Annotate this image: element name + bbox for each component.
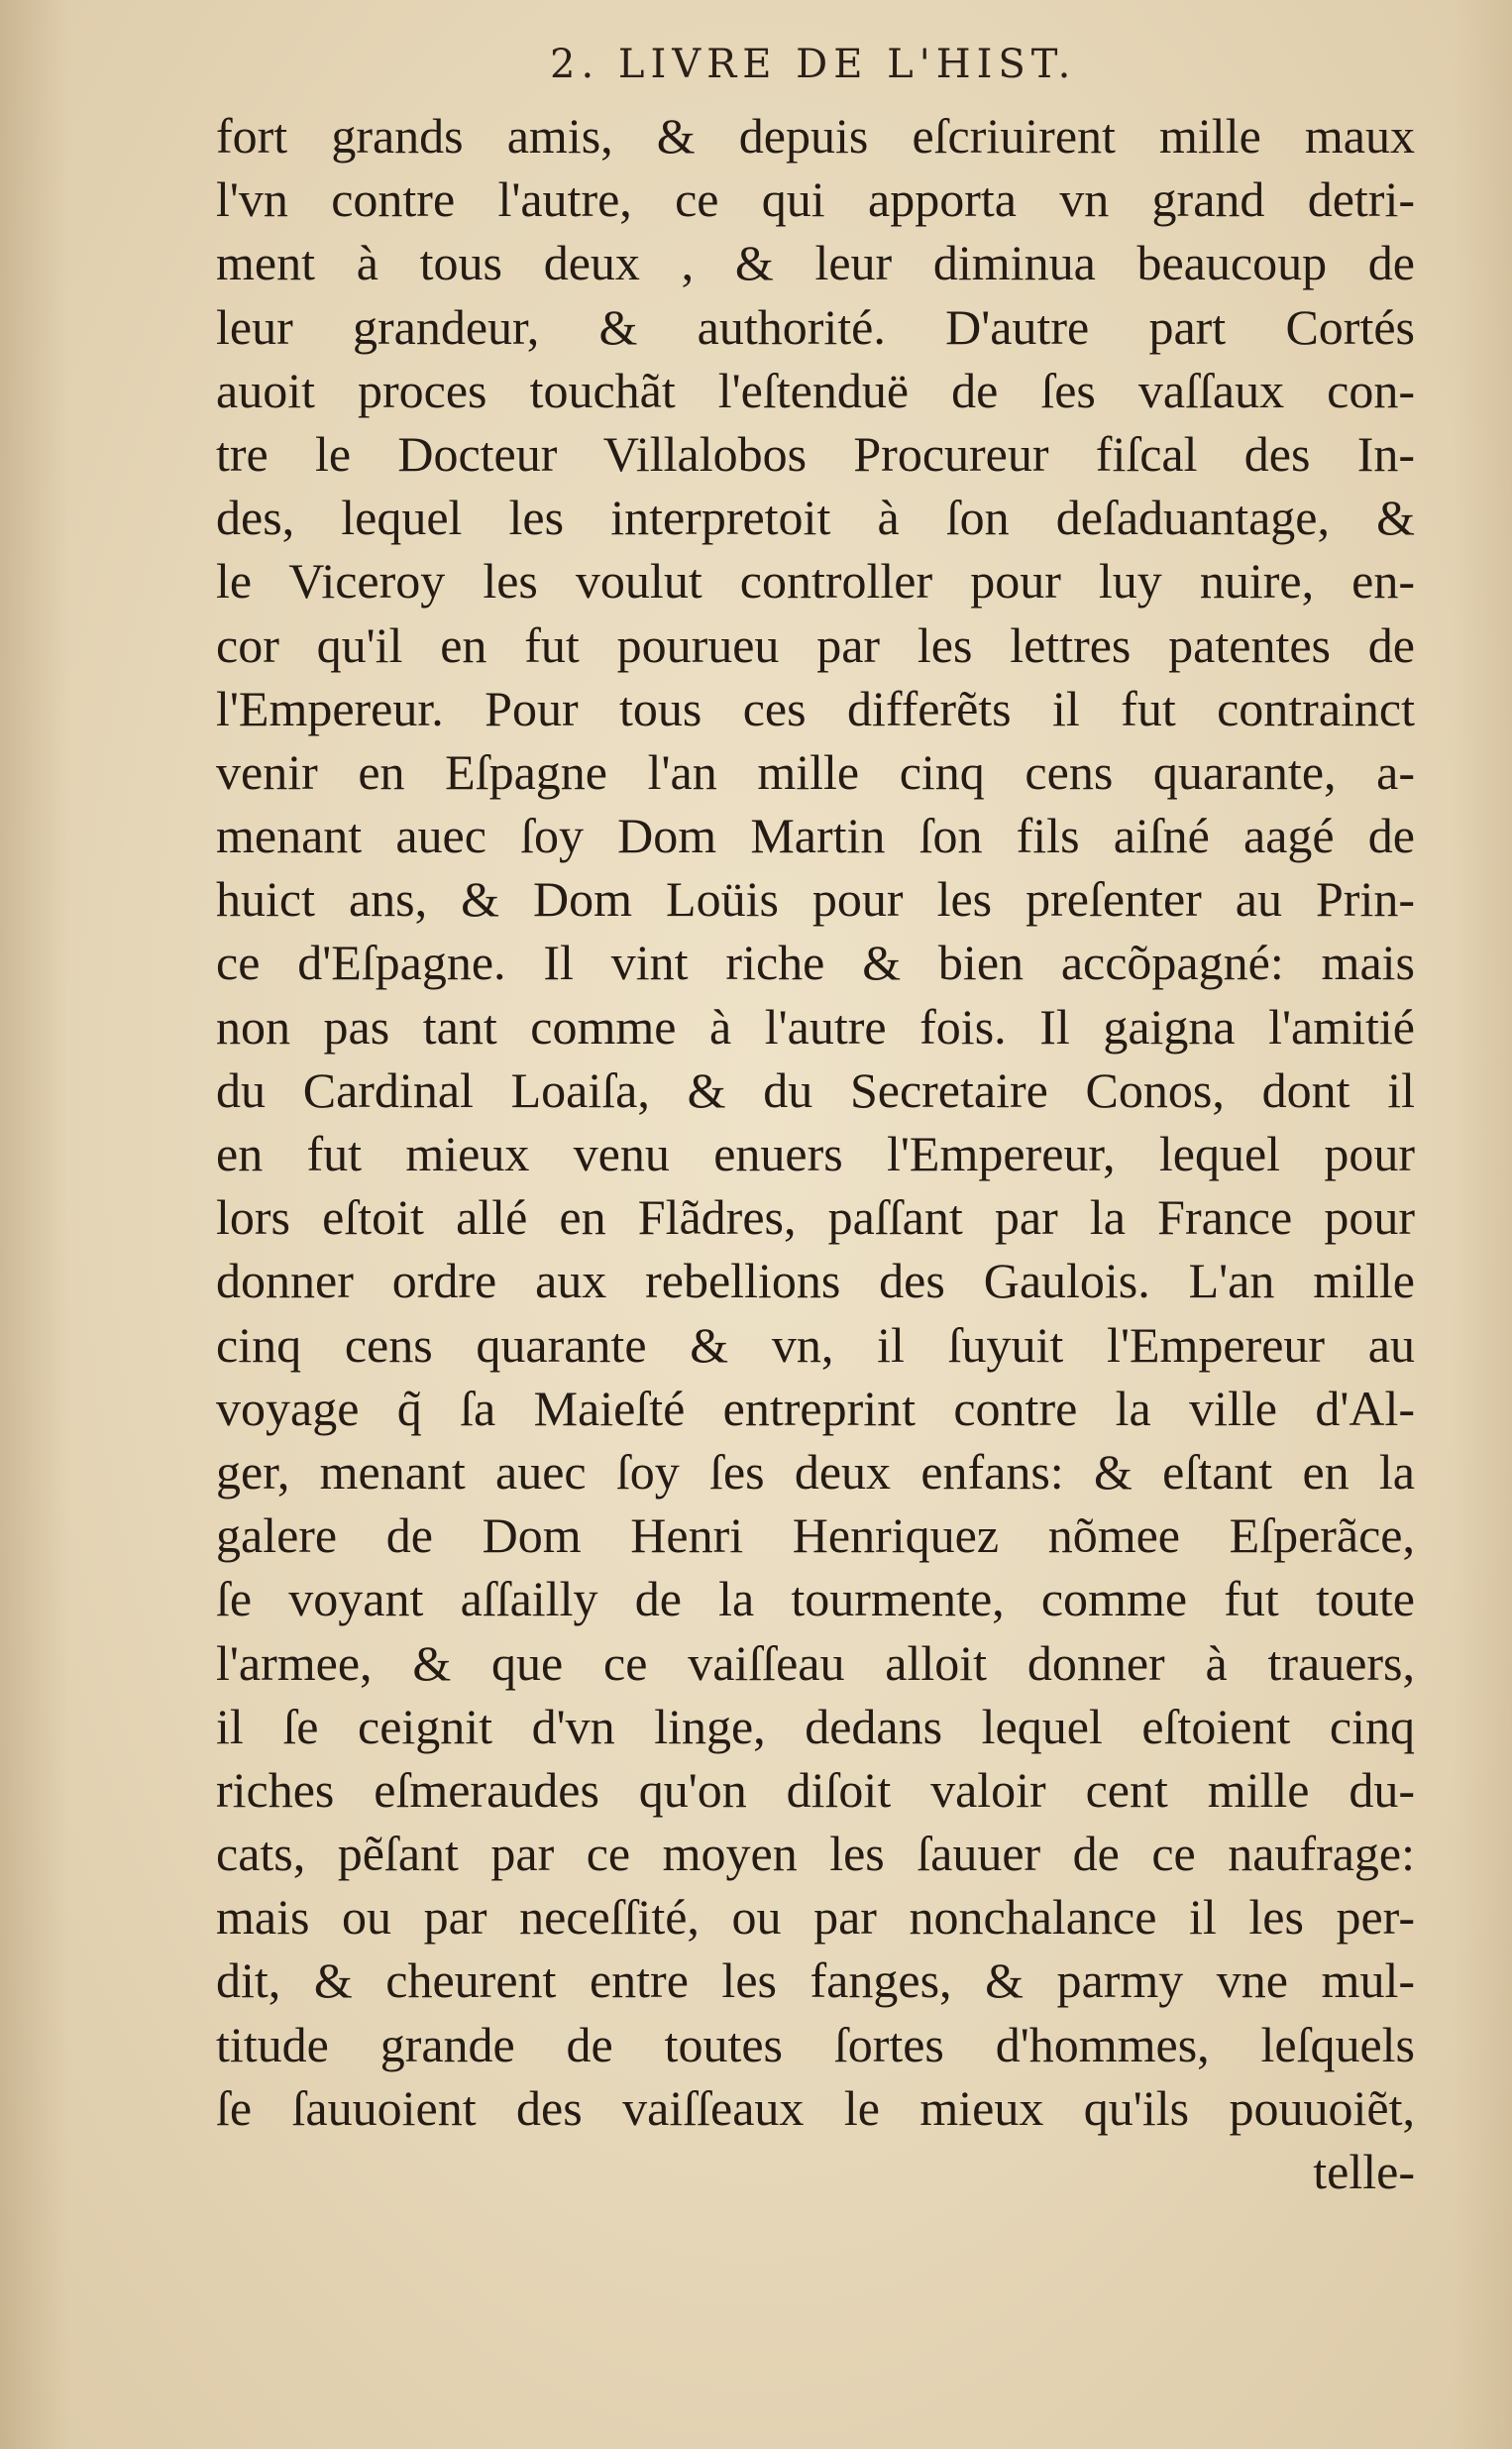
text-line: en fut mieux venu enuers l'Empereur, lequel pour — [216, 1126, 1415, 1181]
text-line: cats, pẽſant par ce moyen les ſauuer de ce naufrage: — [216, 1826, 1415, 1882]
text-line: ce d'Eſpagne. Il vint riche & bien accõpagné: mais — [216, 935, 1415, 991]
text-line: l'armee, & que ce vaiſſeau alloit donner à trauers, — [216, 1634, 1415, 1691]
text-line: du Cardinal Loaiſa, & du Secretaire Conos, dont il — [216, 1061, 1415, 1118]
text-line: menant auec ſoy Dom Martin ſon fils aiſné aagé de — [216, 808, 1415, 864]
page-gutter-shadow — [0, 0, 69, 2449]
running-head: 2. LIVRE DE L'HIST. — [550, 42, 1077, 87]
text-line: ment à tous deux , & leur diminua beaucoup de — [216, 235, 1415, 291]
page-edge-shadow — [1453, 0, 1512, 2449]
body-text — [216, 104, 1415, 2203]
text-line: ſe voyant aſſailly de la tourmente, comme fut toute — [216, 1571, 1415, 1627]
text-line: mais ou par neceſſité, ou par nonchalance il les per- — [216, 1889, 1415, 1946]
text-line: huict ans, & Dom Loüis pour les preſenter au Prin- — [216, 871, 1415, 928]
text-line: non pas tant comme à l'autre fois. Il gaigna l'amitié — [216, 998, 1415, 1055]
text-line: telle- — [1313, 2144, 1415, 2199]
text-line: des, lequel les interpretoit à ſon deſaduantage, & — [216, 490, 1415, 546]
text-line: galere de Dom Henri Henriquez nõmee Eſperãce, — [216, 1507, 1415, 1564]
text-line: dit, & cheurent entre les fanges, & parmy vne mul- — [216, 1952, 1415, 2009]
text-line: cinq cens quarante & vn, il ſuyuit l'Empereur au — [216, 1316, 1415, 1373]
text-line: voyage q̃ ſa Maieſté entreprint contre la ville d'Al- — [216, 1380, 1415, 1436]
text-line: riches eſmeraudes qu'on diſoit valoir cent mille du- — [216, 1761, 1415, 1818]
text-line: ſe ſauuoient des vaiſſeaux le mieux qu'ils pouuoiẽt, — [216, 2079, 1415, 2136]
text-line: lors eſtoit allé en Flãdres, paſſant par la France pour — [216, 1189, 1415, 1246]
text-line: il ſe ceignit d'vn linge, dedans lequel eſtoient cinq — [216, 1698, 1415, 1754]
text-line: le Viceroy les voulut controller pour luy nuire, en- — [216, 553, 1415, 610]
text-line: l'vn contre l'autre, ce qui apporta vn grand detri- — [216, 171, 1415, 228]
text-line: donner ordre aux rebellions des Gaulois. L'an mille — [216, 1253, 1415, 1309]
text-line: cor qu'il en fut pourueu par les lettres patentes de — [216, 616, 1415, 673]
text-line: auoit proces touchãt l'eſtenduë de ſes vaſſaux con- — [216, 362, 1415, 418]
text-line: fort grands amis, & depuis eſcriuirent mille maux — [216, 108, 1415, 164]
text-line: ger, menant auec ſoy ſes deux enfans: & eſtant en la — [216, 1443, 1415, 1500]
text-line: l'Empereur. Pour tous ces differẽts il fut contrainct — [216, 680, 1415, 736]
text-line: venir en Eſpagne l'an mille cinq cens quarante, a- — [216, 743, 1415, 800]
text-line: leur grandeur, & authorité. D'autre part Cortés — [216, 298, 1415, 355]
text-line: titude grande de toutes ſortes d'hommes, leſquels — [216, 2016, 1415, 2072]
text-line: tre le Docteur Villalobos Procureur fiſcal des In- — [216, 425, 1415, 482]
